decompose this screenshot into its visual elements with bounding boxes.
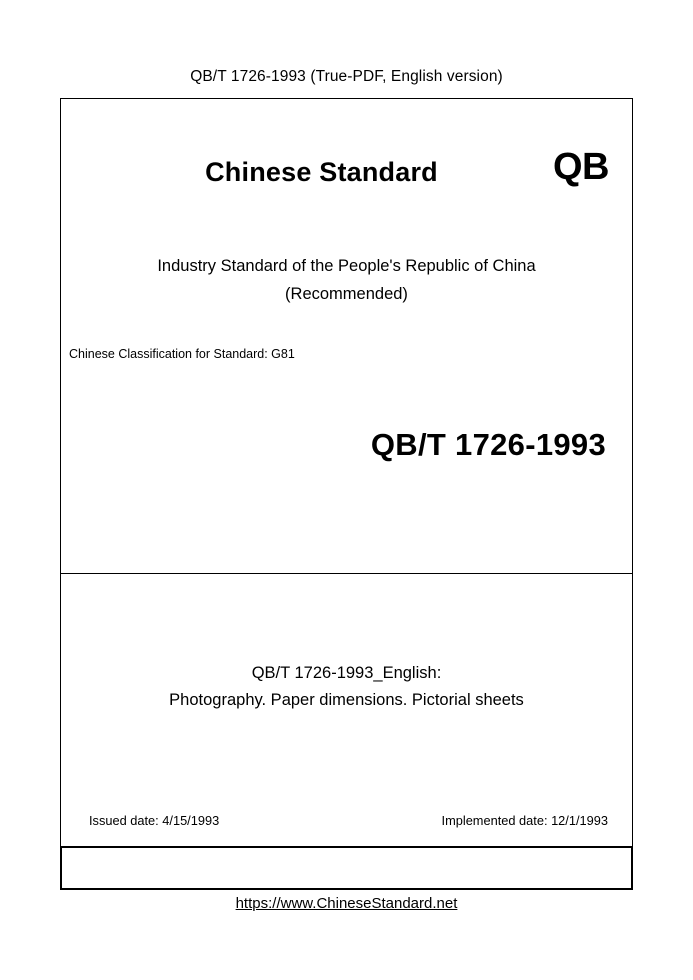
english-title-line-1: QB/T 1726-1993_English: — [251, 664, 442, 682]
footer-website-link[interactable]: https://www.ChineseStandard.net — [235, 895, 458, 912]
implemented-date: Implemented date: 12/1/1993 — [441, 813, 608, 828]
industry-standard-line-1: Industry Standard of the People's Republic of China — [157, 257, 536, 275]
page-top-caption: QB/T 1726-1993 (True-PDF, English version) — [190, 68, 503, 85]
cover-lower-section — [61, 574, 632, 884]
standard-cover-box — [60, 98, 633, 885]
qb-logo-icon: QB — [553, 146, 609, 188]
cover-upper-section — [61, 99, 632, 574]
cover-bottom-bar — [60, 846, 633, 890]
standard-number: QB/T 1726-1993 — [370, 427, 606, 462]
english-title-line-2: Photography. Paper dimensions. Pictorial sheets — [169, 691, 524, 709]
issued-date: Issued date: 4/15/1993 — [89, 813, 220, 828]
classification-code: Chinese Classification for Standard: G81 — [69, 347, 295, 361]
cover-title: Chinese Standard — [205, 157, 438, 187]
industry-standard-line-2: (Recommended) — [285, 285, 408, 303]
